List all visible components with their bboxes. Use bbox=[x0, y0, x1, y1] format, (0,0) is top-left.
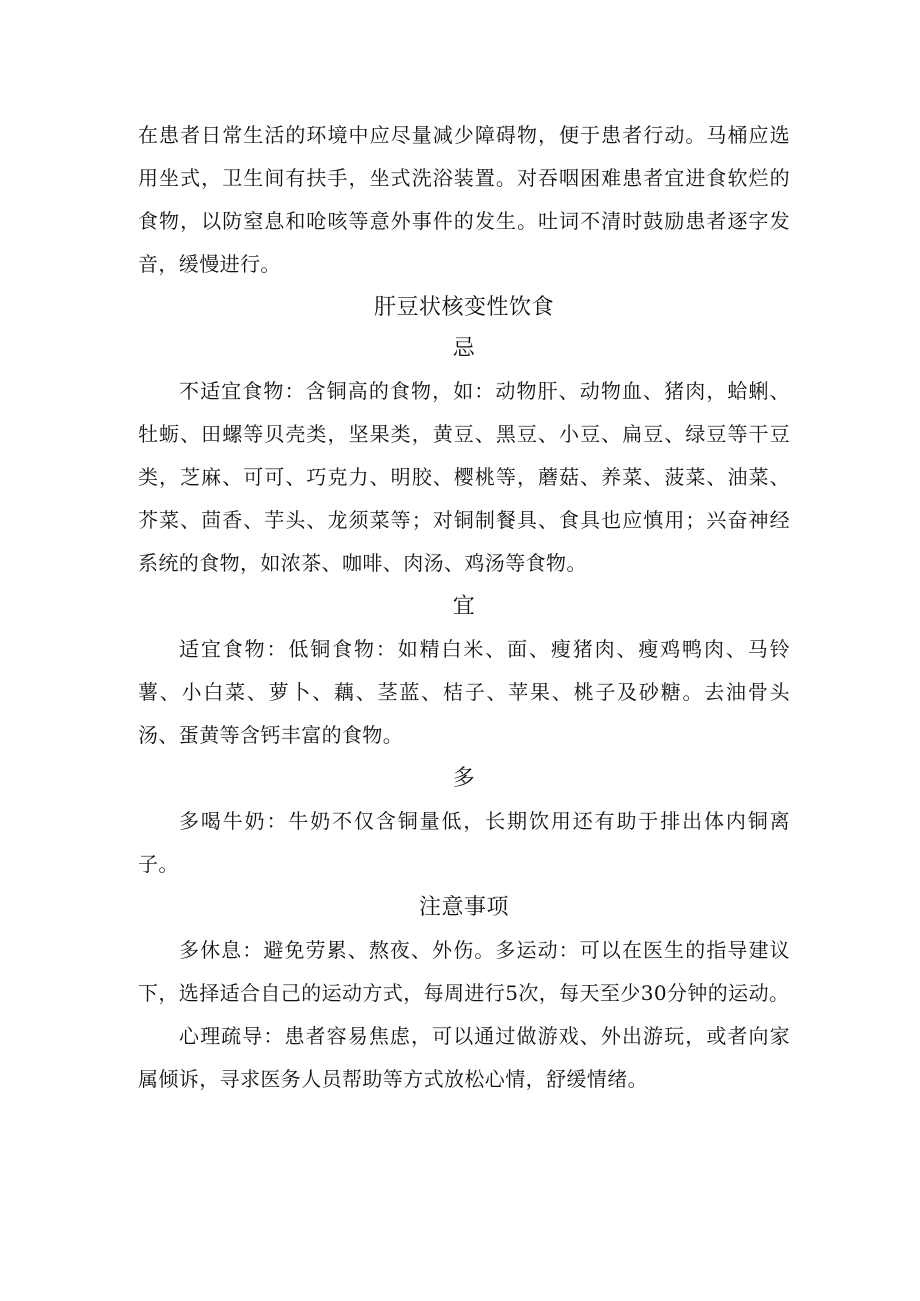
avoid-paragraph: 不适宜食物：含铜高的食物，如：动物肝、动物血、猪肉，蛤蜊、牡蛎、田螺等贝壳类，坚果类，黄豆、黑豆、小豆、扁豆、绿豆等干豆类，芝麻、可可、巧克力、明胶、樱桃等，蘑菇、养菜、菠菜、油菜、芥菜、茴香、芋头、龙须菜等；对铜制餐具、食具也应慎用；兴奋神经系统的食物，如浓茶、咖啡、肉汤、鸡汤等食物。 bbox=[138, 379, 790, 575]
more-heading: 多 bbox=[452, 766, 476, 791]
avoid-heading: 忌 bbox=[452, 336, 476, 361]
suitable-paragraph: 适宜食物：低铜食物：如精白米、面、瘦猪肉、瘦鸡鸭肉、马铃薯、小白菜、萝卜、藕、茎蓝、桔子、苹果、桃子及砂糖。去油骨头汤、蛋黄等含钙丰富的食物。 bbox=[138, 637, 790, 747]
document-body bbox=[138, 114, 790, 1101]
psychological-paragraph: 心理疏导：患者容易焦虑，可以通过做游戏、外出游玩，或者向家属倾诉，寻求医务人员帮助等方式放松心情，舒缓情绪。 bbox=[138, 1024, 790, 1091]
notes-heading: 注意事项 bbox=[418, 895, 509, 920]
page-title: 肝豆状核变性饮食 bbox=[373, 295, 554, 320]
intro-paragraph: 在患者日常生活的环境中应尽量减少障碍物，便于患者行动。马桶应选用坐式，卫生间有扶手，坐式洗浴装置。对吞咽困难患者宜进食软烂的食物，以防窒息和呛咳等意外事件的发生。吐词不清时鼓励患者逐字发音，缓慢进行。 bbox=[138, 123, 790, 276]
more-paragraph: 多喝牛奶：牛奶不仅含铜量低，长期饮用还有助于排出体内铜离子。 bbox=[138, 809, 790, 876]
suitable-heading: 宜 bbox=[452, 594, 476, 619]
rest-exercise-paragraph: 多休息：避免劳累、熬夜、外伤。多运动：可以在医生的指导建议下，选择适合自己的运动方式，每周进行5次，每天至少30分钟的运动。 bbox=[138, 938, 790, 1005]
